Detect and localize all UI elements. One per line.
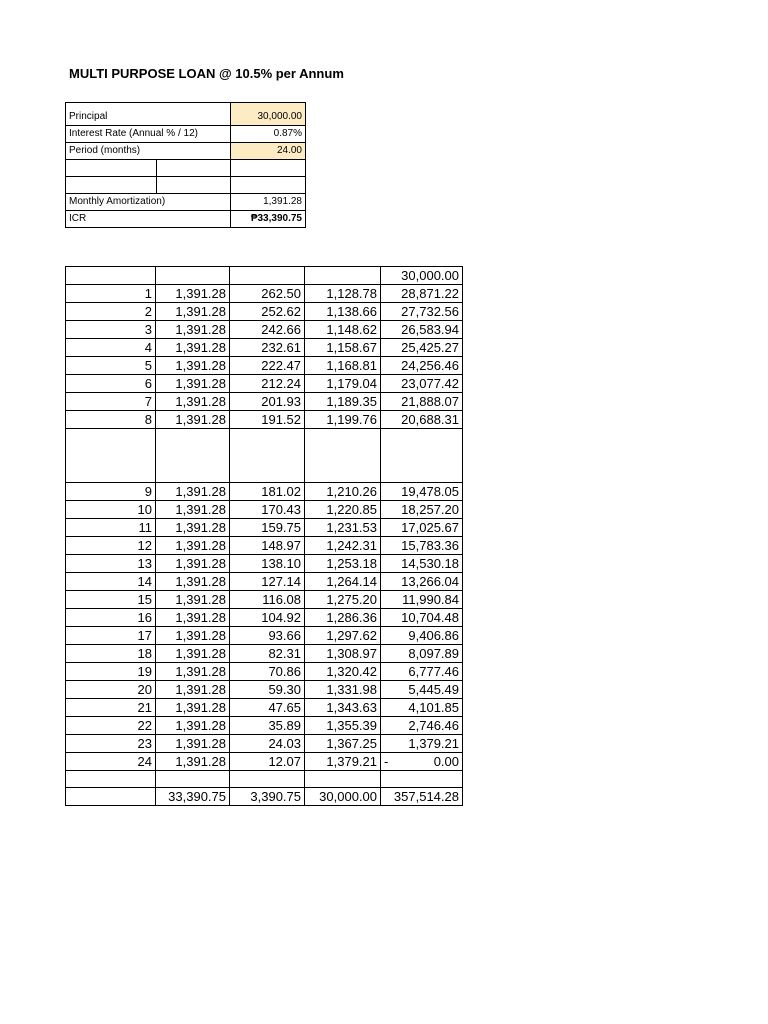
- table-row: [66, 627, 463, 645]
- empty-cell[interactable]: [66, 267, 156, 285]
- period-number[interactable]: 9: [66, 483, 156, 501]
- interest-cell[interactable]: 104.92: [230, 609, 305, 627]
- principal-cell[interactable]: 1,128.78: [305, 285, 381, 303]
- icr-label: ICR: [66, 211, 231, 228]
- balance-cell[interactable]: 5,445.49: [381, 681, 463, 699]
- period-number[interactable]: 22: [66, 717, 156, 735]
- principal-cell[interactable]: 1,189.35: [305, 393, 381, 411]
- principal-cell[interactable]: 1,275.20: [305, 591, 381, 609]
- interest-cell[interactable]: 222.47: [230, 357, 305, 375]
- empty-cell[interactable]: [305, 429, 381, 483]
- table-row: [66, 699, 463, 717]
- table-row: [66, 303, 463, 321]
- balance-cell[interactable]: 26,583.94: [381, 321, 463, 339]
- balance-cell[interactable]: 4,101.85: [381, 699, 463, 717]
- total-balance[interactable]: 357,514.28: [381, 788, 463, 806]
- period-number[interactable]: 14: [66, 573, 156, 591]
- table-row: [66, 501, 463, 519]
- table-row: [66, 753, 463, 771]
- principal-cell[interactable]: 1,286.36: [305, 609, 381, 627]
- icr-row: [66, 211, 306, 228]
- period-number[interactable]: 13: [66, 555, 156, 573]
- empty-cell[interactable]: [156, 771, 230, 788]
- principal-cell[interactable]: 1,168.81: [305, 357, 381, 375]
- amortization-cell[interactable]: 1,391.28: [156, 411, 230, 429]
- period-row: [66, 143, 306, 160]
- period-number[interactable]: 23: [66, 735, 156, 753]
- amortization-cell[interactable]: 1,391.28: [156, 591, 230, 609]
- period-value[interactable]: 24.00: [231, 143, 306, 160]
- amortization-cell[interactable]: 1,391.28: [156, 573, 230, 591]
- empty-cell[interactable]: [305, 771, 381, 788]
- empty-cell[interactable]: [66, 788, 156, 806]
- interest-cell[interactable]: 82.31: [230, 645, 305, 663]
- balance-cell[interactable]: 25,425.27: [381, 339, 463, 357]
- table-row: [66, 573, 463, 591]
- interest-cell[interactable]: 35.89: [230, 717, 305, 735]
- table-row: [66, 609, 463, 627]
- empty-cell[interactable]: [230, 771, 305, 788]
- empty-cell[interactable]: [157, 177, 231, 194]
- principal-cell[interactable]: 1,138.66: [305, 303, 381, 321]
- balance-cell[interactable]: 17,025.67: [381, 519, 463, 537]
- empty-row: [66, 177, 306, 194]
- principal-cell[interactable]: 1,331.98: [305, 681, 381, 699]
- period-number[interactable]: 6: [66, 375, 156, 393]
- period-number[interactable]: 3: [66, 321, 156, 339]
- icr-value[interactable]: ₱33,390.75: [231, 211, 306, 228]
- balance-cell[interactable]: 1,379.21: [381, 735, 463, 753]
- period-number[interactable]: 15: [66, 591, 156, 609]
- principal-row: [66, 103, 306, 126]
- balance-prefix: -: [384, 754, 389, 769]
- period-number[interactable]: 10: [66, 501, 156, 519]
- period-number[interactable]: 16: [66, 609, 156, 627]
- table-row: [66, 591, 463, 609]
- empty-cell[interactable]: [157, 160, 231, 177]
- empty-cell[interactable]: [66, 177, 157, 194]
- principal-cell[interactable]: 1,220.85: [305, 501, 381, 519]
- period-number[interactable]: 20: [66, 681, 156, 699]
- empty-cell[interactable]: [230, 267, 305, 285]
- opening-balance[interactable]: 30,000.00: [381, 267, 463, 285]
- interest-row: [66, 126, 306, 143]
- empty-cell[interactable]: [156, 429, 230, 483]
- amortization-cell[interactable]: 1,391.28: [156, 699, 230, 717]
- amortization-schedule-table: [65, 266, 463, 806]
- amortization-cell[interactable]: 1,391.28: [156, 609, 230, 627]
- empty-cell[interactable]: [66, 429, 156, 483]
- balance-cell[interactable]: 27,732.56: [381, 303, 463, 321]
- balance-cell[interactable]: 9,406.86: [381, 627, 463, 645]
- amortization-cell[interactable]: 1,391.28: [156, 285, 230, 303]
- spacer-row: [66, 429, 463, 483]
- interest-label: Interest Rate (Annual % / 12): [66, 126, 231, 143]
- balance-cell[interactable]: 6,777.46: [381, 663, 463, 681]
- interest-cell[interactable]: 159.75: [230, 519, 305, 537]
- empty-cell[interactable]: [305, 267, 381, 285]
- period-number[interactable]: 19: [66, 663, 156, 681]
- table-row: [66, 537, 463, 555]
- amortization-cell[interactable]: 1,391.28: [156, 735, 230, 753]
- period-number[interactable]: 11: [66, 519, 156, 537]
- interest-cell[interactable]: 191.52: [230, 411, 305, 429]
- principal-cell[interactable]: 1,231.53: [305, 519, 381, 537]
- interest-value[interactable]: 0.87%: [231, 126, 306, 143]
- amortization-cell[interactable]: 1,391.28: [156, 753, 230, 771]
- principal-cell[interactable]: 1,253.18: [305, 555, 381, 573]
- empty-cell[interactable]: [156, 267, 230, 285]
- table-row: [66, 663, 463, 681]
- interest-cell[interactable]: 127.14: [230, 573, 305, 591]
- amortization-cell[interactable]: 1,391.28: [156, 375, 230, 393]
- period-number[interactable]: 24: [66, 753, 156, 771]
- document-title: MULTI PURPOSE LOAN @ 10.5% per Annum: [69, 66, 344, 81]
- empty-cell[interactable]: [381, 429, 463, 483]
- balance-cell[interactable]: 23,077.42: [381, 375, 463, 393]
- total-principal[interactable]: 30,000.00: [305, 788, 381, 806]
- principal-cell[interactable]: 1,179.04: [305, 375, 381, 393]
- period-number[interactable]: 1: [66, 285, 156, 303]
- empty-cell[interactable]: [66, 771, 156, 788]
- period-number[interactable]: 4: [66, 339, 156, 357]
- amortization-cell[interactable]: 1,391.28: [156, 339, 230, 357]
- empty-cell[interactable]: [231, 160, 306, 177]
- amortization-cell[interactable]: 1,391.28: [156, 483, 230, 501]
- period-number[interactable]: 17: [66, 627, 156, 645]
- principal-cell[interactable]: 1,148.62: [305, 321, 381, 339]
- interest-cell[interactable]: 24.03: [230, 735, 305, 753]
- amortization-cell[interactable]: 1,391.28: [156, 717, 230, 735]
- table-row: [66, 339, 463, 357]
- interest-cell[interactable]: 232.61: [230, 339, 305, 357]
- table-row: [66, 519, 463, 537]
- amortization-cell[interactable]: 1,391.28: [156, 663, 230, 681]
- period-label: Period (months): [66, 143, 231, 160]
- interest-cell[interactable]: 242.66: [230, 321, 305, 339]
- balance-cell[interactable]: 21,888.07: [381, 393, 463, 411]
- amortization-row: [66, 194, 306, 211]
- totals-row: [66, 788, 463, 806]
- amortization-cell[interactable]: 1,391.28: [156, 501, 230, 519]
- period-number[interactable]: 7: [66, 393, 156, 411]
- balance-cell[interactable]: 11,990.84: [381, 591, 463, 609]
- period-number[interactable]: 5: [66, 357, 156, 375]
- interest-cell[interactable]: 138.10: [230, 555, 305, 573]
- table-row: [66, 483, 463, 501]
- interest-cell[interactable]: 47.65: [230, 699, 305, 717]
- principal-cell[interactable]: 1,379.21: [305, 753, 381, 771]
- principal-cell[interactable]: 1,355.39: [305, 717, 381, 735]
- empty-cell[interactable]: [231, 177, 306, 194]
- interest-cell[interactable]: 148.97: [230, 537, 305, 555]
- amortization-cell[interactable]: 1,391.28: [156, 357, 230, 375]
- amortization-cell[interactable]: 1,391.28: [156, 555, 230, 573]
- balance-cell[interactable]: 8,097.89: [381, 645, 463, 663]
- period-number[interactable]: 2: [66, 303, 156, 321]
- blank-row: [66, 771, 463, 788]
- table-row: [66, 645, 463, 663]
- table-row: [66, 321, 463, 339]
- amortization-cell[interactable]: 1,391.28: [156, 393, 230, 411]
- balance-cell[interactable]: 2,746.46: [381, 717, 463, 735]
- loan-summary-table: [65, 102, 306, 228]
- table-row: [66, 717, 463, 735]
- period-number[interactable]: 12: [66, 537, 156, 555]
- principal-label: Principal: [66, 103, 231, 126]
- interest-cell[interactable]: 116.08: [230, 591, 305, 609]
- principal-cell[interactable]: 1,242.31: [305, 537, 381, 555]
- amortization-cell[interactable]: 1,391.28: [156, 321, 230, 339]
- balance-value: 0.00: [433, 754, 459, 769]
- amortization-cell[interactable]: 1,391.28: [156, 303, 230, 321]
- period-number[interactable]: 18: [66, 645, 156, 663]
- interest-cell[interactable]: 181.02: [230, 483, 305, 501]
- table-row: [66, 393, 463, 411]
- empty-cell[interactable]: [381, 771, 463, 788]
- total-amortization[interactable]: 33,390.75: [156, 788, 230, 806]
- interest-cell[interactable]: 70.86: [230, 663, 305, 681]
- period-number[interactable]: 21: [66, 699, 156, 717]
- interest-cell[interactable]: 212.24: [230, 375, 305, 393]
- amortization-label: Monthly Amortization): [66, 194, 231, 211]
- table-row: [66, 375, 463, 393]
- interest-cell[interactable]: 262.50: [230, 285, 305, 303]
- table-row: [66, 285, 463, 303]
- balance-cell[interactable]: 13,266.04: [381, 573, 463, 591]
- table-row: [66, 357, 463, 375]
- total-interest[interactable]: 3,390.75: [230, 788, 305, 806]
- table-row: [66, 735, 463, 753]
- empty-cell[interactable]: [230, 429, 305, 483]
- principal-cell[interactable]: 1,367.25: [305, 735, 381, 753]
- amortization-cell[interactable]: 1,391.28: [156, 645, 230, 663]
- balance-cell[interactable]: 18,257.20: [381, 501, 463, 519]
- balance-cell[interactable]: 20,688.31: [381, 411, 463, 429]
- principal-cell[interactable]: 1,158.67: [305, 339, 381, 357]
- balance-cell[interactable]: 10,704.48: [381, 609, 463, 627]
- table-row: [66, 411, 463, 429]
- amortization-value[interactable]: 1,391.28: [231, 194, 306, 211]
- balance-cell[interactable]: 15,783.36: [381, 537, 463, 555]
- amortization-cell[interactable]: 1,391.28: [156, 519, 230, 537]
- interest-cell[interactable]: 201.93: [230, 393, 305, 411]
- principal-cell[interactable]: 1,343.63: [305, 699, 381, 717]
- balance-cell[interactable]: [381, 753, 463, 771]
- principal-cell[interactable]: 1,264.14: [305, 573, 381, 591]
- amortization-cell[interactable]: 1,391.28: [156, 681, 230, 699]
- principal-cell[interactable]: 1,297.62: [305, 627, 381, 645]
- principal-cell[interactable]: 1,199.76: [305, 411, 381, 429]
- interest-cell[interactable]: 93.66: [230, 627, 305, 645]
- empty-cell[interactable]: [66, 160, 157, 177]
- interest-cell[interactable]: 170.43: [230, 501, 305, 519]
- opening-row: [66, 267, 463, 285]
- period-number[interactable]: 8: [66, 411, 156, 429]
- principal-cell[interactable]: 1,210.26: [305, 483, 381, 501]
- balance-cell[interactable]: 24,256.46: [381, 357, 463, 375]
- table-row: [66, 555, 463, 573]
- balance-cell[interactable]: 19,478.05: [381, 483, 463, 501]
- empty-row: [66, 160, 306, 177]
- schedule-body: [66, 267, 463, 806]
- balance-cell[interactable]: 28,871.22: [381, 285, 463, 303]
- amortization-cell[interactable]: 1,391.28: [156, 627, 230, 645]
- principal-cell[interactable]: 1,308.97: [305, 645, 381, 663]
- balance-cell[interactable]: 14,530.18: [381, 555, 463, 573]
- interest-cell[interactable]: 59.30: [230, 681, 305, 699]
- interest-cell[interactable]: 252.62: [230, 303, 305, 321]
- table-row: [66, 681, 463, 699]
- interest-cell[interactable]: 12.07: [230, 753, 305, 771]
- principal-cell[interactable]: 1,320.42: [305, 663, 381, 681]
- amortization-cell[interactable]: 1,391.28: [156, 537, 230, 555]
- principal-value[interactable]: 30,000.00: [231, 103, 306, 126]
